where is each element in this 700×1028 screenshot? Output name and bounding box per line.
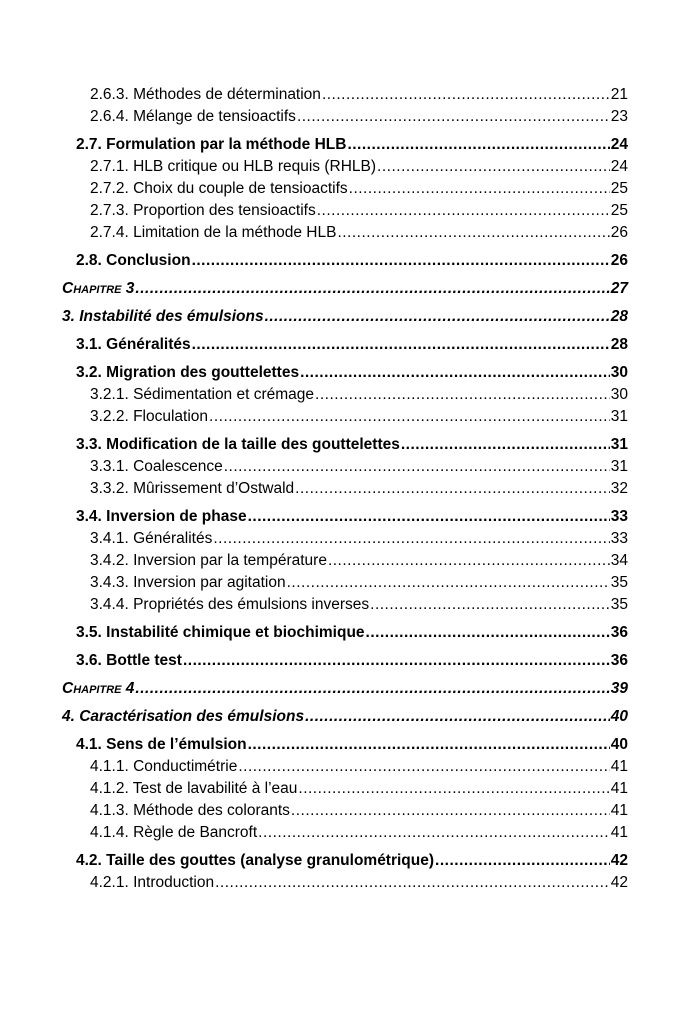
toc-entry[interactable] <box>62 622 628 644</box>
toc-entry[interactable] <box>62 572 628 594</box>
toc-dot-leader <box>209 406 610 428</box>
toc-entry[interactable] <box>62 822 628 844</box>
toc-entry-title: 3.5. Instabilité chimique et biochimique <box>76 624 365 641</box>
toc-dot-leader <box>287 572 610 594</box>
toc-entry-page-number: 30 <box>610 364 628 381</box>
toc-dot-leader <box>347 134 609 156</box>
toc-entry-page-number: 26 <box>610 224 628 241</box>
toc-entry-title: 3.2.2. Floculation <box>90 408 209 425</box>
toc-entry[interactable] <box>62 594 628 616</box>
toc-dot-leader <box>349 178 610 200</box>
toc-dot-leader <box>291 800 610 822</box>
toc-entry[interactable] <box>62 456 628 478</box>
toc-entry-title: 4.1. Sens de l’émulsion <box>76 736 247 753</box>
toc-entry-title: 2.7.3. Proportion des tensioactifs <box>90 202 316 219</box>
toc-entry-title: 3.4.2. Inversion par la température <box>90 552 327 569</box>
toc-entry[interactable] <box>62 334 628 356</box>
toc-entry-page-number: 28 <box>610 336 628 353</box>
toc-entry[interactable] <box>62 278 628 300</box>
toc-dot-leader <box>435 850 610 872</box>
toc-entry-title: 2.7.1. HLB critique ou HLB requis (RHLB) <box>90 158 377 175</box>
toc-entry-page-number: 35 <box>610 596 628 613</box>
toc-entry-title: 3.4. Inversion de phase <box>76 508 247 525</box>
toc-entry[interactable] <box>62 250 628 272</box>
toc-entry-page-number: 35 <box>610 574 628 591</box>
toc-dot-leader <box>215 872 610 894</box>
toc-entry-title: 3.6. Bottle test <box>76 652 182 669</box>
toc-entry[interactable] <box>62 178 628 200</box>
toc-entry-title: 4.2.1. Introduction <box>90 874 215 891</box>
toc-entry-title: 2.7.2. Choix du couple de tensioactifs <box>90 180 348 197</box>
toc-entry-page-number: 36 <box>610 624 628 641</box>
toc-entry-page-number: 21 <box>610 86 628 103</box>
toc-entry[interactable] <box>62 478 628 500</box>
toc-dot-leader <box>135 278 609 300</box>
toc-dot-leader <box>377 156 610 178</box>
toc-dot-leader <box>328 550 610 572</box>
toc-entry-title: 4.1.2. Test de lavabilité à l’eau <box>90 780 298 797</box>
toc-entry-title: Chapitre 3 <box>62 280 135 297</box>
toc-entry-page-number: 42 <box>610 852 628 869</box>
toc-entry[interactable] <box>62 506 628 528</box>
toc-entry-page-number: 33 <box>610 530 628 547</box>
toc-entry-title: 3.2. Migration des gouttelettes <box>76 364 300 381</box>
toc-entry[interactable] <box>62 134 628 156</box>
toc-dot-leader <box>213 528 609 550</box>
toc-entry-page-number: 24 <box>610 136 628 153</box>
toc-entry-title: 3.2.1. Sédimentation et crémage <box>90 386 315 403</box>
toc-dot-leader <box>192 334 610 356</box>
toc-entry-page-number: 36 <box>610 652 628 669</box>
toc-entry-page-number: 25 <box>610 180 628 197</box>
toc-entry-title: 3.4.4. Propriétés des émulsions inverses <box>90 596 370 613</box>
toc-entry[interactable] <box>62 650 628 672</box>
toc-entry-page-number: 31 <box>610 436 628 453</box>
toc-dot-leader <box>366 622 610 644</box>
toc-dot-leader <box>258 822 610 844</box>
toc-entry-title: 4. Caractérisation des émulsions <box>62 708 305 725</box>
toc-entry-title: 3.1. Généralités <box>76 336 191 353</box>
toc-entry[interactable] <box>62 384 628 406</box>
toc-entry-title: 3.3.1. Coalescence <box>90 458 223 475</box>
toc-dot-leader <box>238 756 609 778</box>
toc-entry[interactable] <box>62 200 628 222</box>
toc-dot-leader <box>298 778 609 800</box>
toc-entry[interactable] <box>62 756 628 778</box>
toc-entry-page-number: 24 <box>610 158 628 175</box>
toc-entry-page-number: 41 <box>610 758 628 775</box>
toc-entry[interactable] <box>62 84 628 106</box>
toc-entry-title: 2.7. Formulation par la méthode HLB <box>76 136 347 153</box>
toc-dot-leader <box>337 222 609 244</box>
toc-entry[interactable] <box>62 106 628 128</box>
toc-entry[interactable] <box>62 406 628 428</box>
toc-entry[interactable] <box>62 850 628 872</box>
toc-entry-page-number: 40 <box>610 736 628 753</box>
toc-entry[interactable] <box>62 306 628 328</box>
toc-dot-leader <box>183 650 610 672</box>
toc-entry-page-number: 41 <box>610 802 628 819</box>
toc-entry-page-number: 25 <box>610 202 628 219</box>
toc-entry[interactable] <box>62 550 628 572</box>
toc-entry-page-number: 27 <box>610 280 628 297</box>
toc-entry-page-number: 32 <box>610 480 628 497</box>
toc-entry-page-number: 26 <box>610 252 628 269</box>
toc-entry[interactable] <box>62 800 628 822</box>
toc-entry[interactable] <box>62 734 628 756</box>
toc-entry[interactable] <box>62 678 628 700</box>
toc-entry-page-number: 42 <box>610 874 628 891</box>
toc-entry[interactable] <box>62 872 628 894</box>
toc-entry[interactable] <box>62 528 628 550</box>
toc-entry-title: 2.7.4. Limitation de la méthode HLB <box>90 224 337 241</box>
toc-dot-leader <box>135 678 609 700</box>
toc-entry-title: 2.6.4. Mélange de tensioactifs <box>90 108 296 125</box>
toc-entry-page-number: 31 <box>610 458 628 475</box>
toc-entry-title: 3.3.2. Mûrissement d’Ostwald <box>90 480 295 497</box>
toc-entry-title: 3.4.1. Généralités <box>90 530 213 547</box>
toc-dot-leader <box>401 434 610 456</box>
toc-entry[interactable] <box>62 156 628 178</box>
toc-entry[interactable] <box>62 362 628 384</box>
toc-dot-leader <box>295 478 610 500</box>
toc-dot-leader <box>317 200 610 222</box>
table-of-contents <box>62 84 628 894</box>
toc-dot-leader <box>248 734 610 756</box>
toc-entry-page-number: 31 <box>610 408 628 425</box>
toc-dot-leader <box>322 84 610 106</box>
toc-dot-leader <box>300 362 610 384</box>
toc-entry[interactable] <box>62 222 628 244</box>
toc-entry-title: 2.6.3. Méthodes de détermination <box>90 86 321 103</box>
toc-entry-page-number: 39 <box>610 680 628 697</box>
toc-dot-leader <box>315 384 610 406</box>
toc-entry-title: 3.3. Modification de la taille des gouttelettes <box>76 436 400 453</box>
toc-entry[interactable] <box>62 778 628 800</box>
toc-dot-leader <box>305 706 610 728</box>
toc-entry-title: 3.4.3. Inversion par agitation <box>90 574 286 591</box>
toc-dot-leader <box>224 456 610 478</box>
toc-entry-page-number: 30 <box>610 386 628 403</box>
toc-entry-page-number: 28 <box>610 308 628 325</box>
toc-entry-title: 4.1.3. Méthode des colorants <box>90 802 290 819</box>
toc-entry-page-number: 41 <box>610 824 628 841</box>
toc-entry-title: 4.2. Taille des gouttes (analyse granulométrique) <box>76 852 435 869</box>
toc-dot-leader <box>370 594 610 616</box>
toc-entry-page-number: 40 <box>610 708 628 725</box>
toc-entry-title: 4.1.4. Règle de Bancroft <box>90 824 258 841</box>
toc-entry-page-number: 23 <box>610 108 628 125</box>
toc-entry-page-number: 33 <box>610 508 628 525</box>
toc-entry-title: Chapitre 4 <box>62 680 135 697</box>
toc-dot-leader <box>248 506 610 528</box>
toc-entry-title: 2.8. Conclusion <box>76 252 191 269</box>
toc-dot-leader <box>297 106 610 128</box>
toc-entry-page-number: 34 <box>610 552 628 569</box>
toc-entry-title: 3. Instabilité des émulsions <box>62 308 264 325</box>
toc-entry[interactable] <box>62 434 628 456</box>
toc-entry-page-number: 41 <box>610 780 628 797</box>
toc-dot-leader <box>265 306 610 328</box>
toc-dot-leader <box>192 250 610 272</box>
toc-entry[interactable] <box>62 706 628 728</box>
toc-entry-title: 4.1.1. Conductimétrie <box>90 758 238 775</box>
